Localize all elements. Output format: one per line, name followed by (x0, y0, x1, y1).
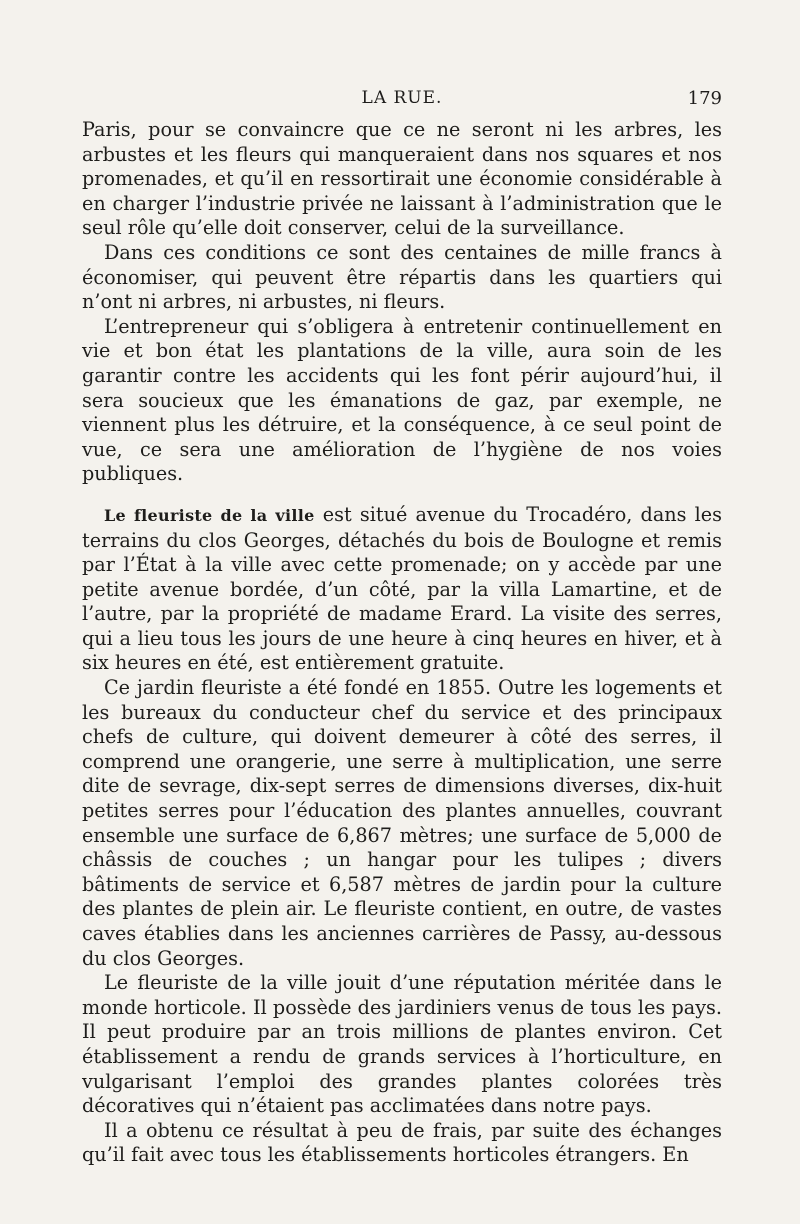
paragraph: Le fleuriste de la ville jouit d’une réputation méritée dans le monde horticole. Il possède des jardiniers venus de tous les pays. Il peut produire par an trois millions de plantes environ. Cet établissement a rendu de grands services à l’horticulture, en vulgarisant l’emploi des grandes plantes colorées très décoratives qui n’étaient pas acclimatées dans notre pays. (82, 971, 722, 1118)
section-heading: Le fleuriste de la ville (104, 505, 315, 525)
page-header (82, 88, 722, 118)
paragraph: L’entrepreneur qui s’obligera à entretenir continuellement en vie et bon état les plantations de la ville, aura soin de les garantir contre les accidents qui les font périr aujourd’hui, il sera soucieux que les émanations de gaz, par exemple, ne viennent plus les détruire, et la conséquence, à ce seul point de vue, ce sera une amélioration de l’hygiène de nos voies publiques. (82, 314, 722, 486)
section-lead-text: est situé avenue du Trocadéro, dans les terrains du clos Georges, détachés du bois de Boulogne et remis par l’État à la ville avec cette promenade; on y accède par une petite avenue bordée, d’un côté, par la villa Lamartine, et de l’autre, par la propriété de madame Erard. La visite des serres, qui a lieu tous les jours de une heure à cinq heures en hiver, et à six heures en été, est entièrement gratuite. (82, 502, 722, 675)
section-paragraph (82, 503, 722, 676)
paragraph: Il a obtenu ce résultat à peu de frais, par suite des échanges qu’il fait avec tous les établissements horticoles étrangers. En (82, 1118, 722, 1167)
paragraph: Paris, pour se convaincre que ce ne seront ni les arbres, les arbustes et les fleurs qui manqueraient dans nos squares et nos promenades, et qu’il en ressortirait une économie considérable à en charger l’industrie privée ne laissant à l’administration que le seul rôle qu’elle doit conserver, celui de la surveillance. (82, 118, 722, 240)
paragraph: Ce jardin fleuriste a été fondé en 1855. Outre les logements et les bureaux du conducteur chef du service et des principaux chefs de culture, qui doivent demeurer à côté des serres, il comprend une orangerie, une serre à multiplication, une serre dite de sevrage, dix-sept serres de dimensions diverses, dix-huit petites serres pour l’éducation des plantes annuelles, couvrant ensemble une surface de 6,867 mètres; une surface de 5,000 de châssis de couches ; un hangar pour les tulipes ; divers bâtiments de service et 6,587 mètres de jardin pour la culture des plantes de plein air. Le fleuriste contient, en outre, de vastes caves établies dans les anciennes carrières de Passy, au-dessous du clos Georges. (82, 676, 722, 970)
paragraph: Dans ces conditions ce sont des centaines de mille francs à économiser, qui peuvent être répartis dans les quartiers qui n’ont ni arbres, ni arbustes, ni fleurs. (82, 240, 722, 314)
page-number: 179 (687, 88, 722, 109)
running-title: LA RUE. (361, 88, 443, 108)
body-text (82, 118, 722, 1168)
